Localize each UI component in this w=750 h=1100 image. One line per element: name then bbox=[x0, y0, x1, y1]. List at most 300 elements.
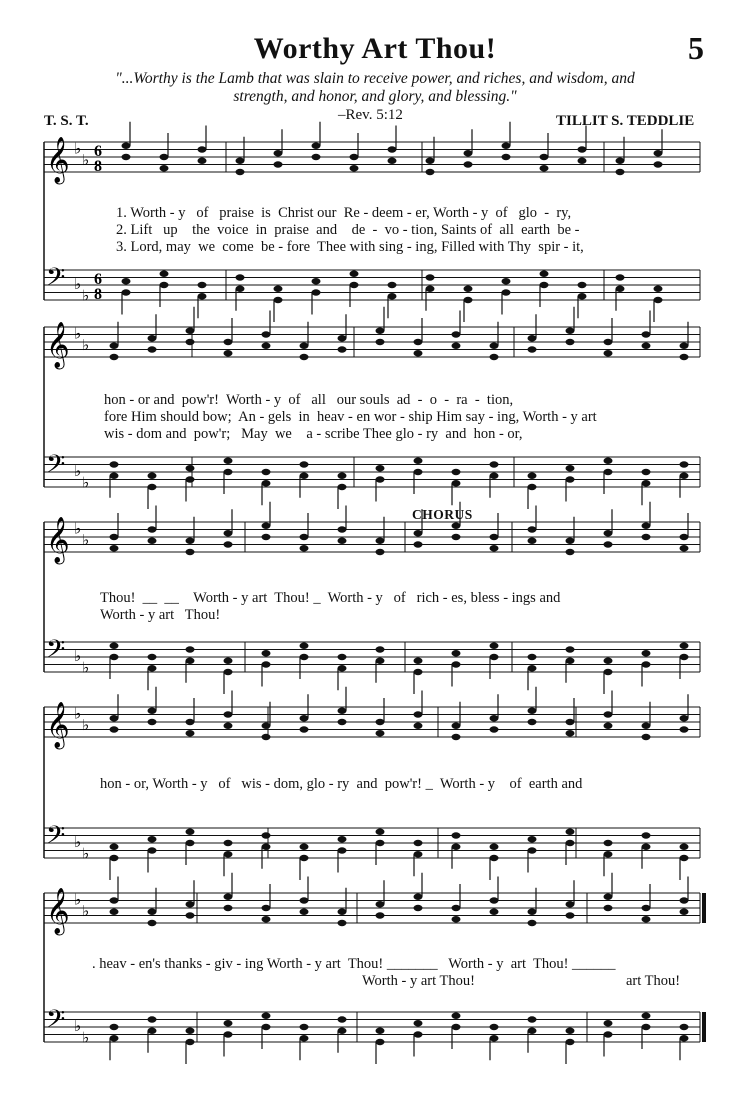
notehead bbox=[262, 723, 271, 729]
notehead bbox=[414, 1020, 423, 1026]
notehead bbox=[680, 473, 689, 479]
notehead bbox=[338, 1016, 347, 1022]
notehead bbox=[502, 154, 511, 160]
notehead bbox=[414, 711, 423, 717]
notehead bbox=[110, 1035, 119, 1041]
treble-clef-icon: 𝄞 bbox=[46, 517, 70, 563]
notehead bbox=[236, 286, 245, 292]
notehead bbox=[452, 905, 461, 911]
notehead bbox=[642, 723, 651, 729]
lyric-system2-verse2: fore Him should bow; An - gels in heav - en wor - ship Him say - ing, Worth - y art bbox=[104, 409, 597, 425]
notehead bbox=[566, 829, 575, 835]
notehead bbox=[604, 894, 613, 900]
flat-icon: ♭ bbox=[74, 275, 82, 293]
notehead bbox=[224, 905, 233, 911]
bass-clef-icon: 𝄢 bbox=[46, 635, 66, 670]
notehead bbox=[414, 905, 423, 911]
notehead bbox=[604, 840, 613, 846]
notehead bbox=[148, 665, 157, 671]
notehead bbox=[224, 530, 233, 536]
notehead bbox=[186, 465, 195, 471]
notehead bbox=[224, 711, 233, 717]
notehead bbox=[388, 146, 397, 152]
notehead bbox=[452, 734, 461, 740]
notehead bbox=[578, 282, 587, 288]
bass-clef-icon: 𝄢 bbox=[46, 821, 66, 856]
notehead bbox=[680, 654, 689, 660]
flat-icon: ♭ bbox=[74, 1017, 82, 1035]
notehead bbox=[262, 480, 271, 486]
notehead bbox=[262, 916, 271, 922]
notehead bbox=[680, 726, 689, 732]
notehead bbox=[262, 343, 271, 349]
notehead bbox=[262, 661, 271, 667]
notehead bbox=[528, 665, 537, 671]
notehead bbox=[300, 643, 309, 649]
notehead bbox=[376, 840, 385, 846]
flat-icon: ♭ bbox=[74, 647, 82, 665]
notehead bbox=[452, 343, 461, 349]
notehead bbox=[110, 545, 119, 551]
notehead bbox=[376, 1039, 385, 1045]
notehead bbox=[680, 354, 689, 360]
lyric-system2-verse3: wis - dom and pow'r; May we a - scribe Thee glo - ry and hon - or, bbox=[104, 426, 523, 442]
notehead bbox=[490, 1024, 499, 1030]
notehead bbox=[604, 905, 613, 911]
notehead bbox=[110, 473, 119, 479]
notehead bbox=[414, 1031, 423, 1037]
notehead bbox=[262, 844, 271, 850]
notehead bbox=[148, 836, 157, 842]
notehead bbox=[148, 1016, 157, 1022]
notehead bbox=[528, 1028, 537, 1034]
notehead bbox=[566, 646, 575, 652]
notehead bbox=[642, 916, 651, 922]
notehead bbox=[224, 1020, 233, 1026]
notehead bbox=[338, 526, 347, 532]
notehead bbox=[338, 484, 347, 490]
notehead bbox=[300, 354, 309, 360]
notehead bbox=[300, 1035, 309, 1041]
notehead bbox=[224, 851, 233, 857]
notehead bbox=[616, 158, 625, 164]
notehead bbox=[566, 912, 575, 918]
epigraph-line-2: strength, and honor, and glory, and blessing." bbox=[233, 88, 517, 105]
notehead bbox=[490, 897, 499, 903]
notehead bbox=[376, 829, 385, 835]
bass-clef-icon: 𝄢 bbox=[46, 1005, 66, 1040]
scripture-reference: –Rev. 5:12 bbox=[338, 107, 403, 123]
flat-icon: ♭ bbox=[74, 704, 82, 723]
notehead bbox=[464, 150, 473, 156]
time-signature-bottom: 8 bbox=[94, 286, 102, 303]
tune-name: T. S. T. bbox=[44, 113, 89, 129]
notehead bbox=[414, 840, 423, 846]
notehead bbox=[122, 154, 131, 160]
notehead bbox=[642, 832, 651, 838]
notehead bbox=[300, 1024, 309, 1030]
notehead bbox=[680, 534, 689, 540]
notehead bbox=[338, 847, 347, 853]
notehead bbox=[642, 523, 651, 529]
flat-icon: ♭ bbox=[74, 139, 82, 158]
notehead bbox=[604, 658, 613, 664]
flat-icon: ♭ bbox=[82, 150, 90, 169]
notehead bbox=[490, 715, 499, 721]
notehead bbox=[300, 855, 309, 861]
notehead bbox=[464, 161, 473, 167]
notehead bbox=[654, 297, 663, 303]
notehead bbox=[414, 541, 423, 547]
flat-icon: ♭ bbox=[82, 473, 90, 492]
notehead bbox=[198, 146, 207, 152]
notehead bbox=[540, 165, 549, 171]
notehead bbox=[540, 271, 549, 277]
notehead bbox=[528, 1016, 537, 1022]
lyric-system5-line3: art Thou! bbox=[626, 973, 681, 989]
notehead bbox=[680, 897, 689, 903]
notehead bbox=[604, 350, 613, 356]
notehead bbox=[490, 473, 499, 479]
notehead bbox=[578, 293, 587, 299]
notehead bbox=[148, 719, 157, 725]
notehead bbox=[350, 154, 359, 160]
notehead bbox=[452, 650, 461, 656]
notehead bbox=[490, 643, 499, 649]
notehead bbox=[616, 286, 625, 292]
notehead bbox=[642, 734, 651, 740]
flat-icon: ♭ bbox=[82, 286, 90, 305]
notehead bbox=[338, 909, 347, 915]
flat-icon: ♭ bbox=[74, 519, 82, 538]
composer-credit: TILLIT S. TEDDLIE bbox=[556, 113, 695, 129]
notehead bbox=[654, 161, 663, 167]
notehead bbox=[616, 169, 625, 175]
notehead bbox=[528, 836, 537, 842]
notehead bbox=[426, 158, 435, 164]
notehead bbox=[426, 169, 435, 175]
notehead bbox=[262, 469, 271, 475]
notehead bbox=[464, 286, 473, 292]
notehead bbox=[148, 708, 157, 714]
notehead bbox=[680, 909, 689, 915]
flat-icon: ♭ bbox=[82, 658, 90, 677]
notehead bbox=[566, 549, 575, 555]
notehead bbox=[642, 661, 651, 667]
notehead bbox=[502, 289, 511, 295]
notehead bbox=[566, 1039, 575, 1045]
time-signature-bottom: 8 bbox=[94, 158, 102, 175]
notehead bbox=[452, 832, 461, 838]
notehead bbox=[452, 523, 461, 529]
notehead bbox=[148, 654, 157, 660]
notehead bbox=[110, 461, 119, 467]
notehead bbox=[148, 538, 157, 544]
notehead bbox=[464, 297, 473, 303]
notehead bbox=[452, 480, 461, 486]
notehead bbox=[160, 154, 169, 160]
notehead bbox=[578, 146, 587, 152]
notehead bbox=[160, 271, 169, 277]
notehead bbox=[236, 158, 245, 164]
bass-clef-icon: 𝄢 bbox=[46, 263, 66, 298]
notehead bbox=[186, 646, 195, 652]
notehead bbox=[490, 909, 499, 915]
notehead bbox=[300, 461, 309, 467]
notehead bbox=[604, 1020, 613, 1026]
notehead bbox=[642, 469, 651, 475]
notehead bbox=[148, 1028, 157, 1034]
notehead bbox=[110, 654, 119, 660]
notehead bbox=[312, 289, 321, 295]
notehead bbox=[414, 530, 423, 536]
notehead bbox=[528, 526, 537, 532]
notehead bbox=[642, 905, 651, 911]
notehead bbox=[414, 458, 423, 464]
notehead bbox=[300, 897, 309, 903]
notehead bbox=[262, 832, 271, 838]
notehead bbox=[490, 354, 499, 360]
notehead bbox=[122, 143, 131, 149]
notehead bbox=[338, 538, 347, 544]
notehead bbox=[680, 461, 689, 467]
notehead bbox=[604, 723, 613, 729]
notehead bbox=[528, 847, 537, 853]
notehead bbox=[642, 844, 651, 850]
notehead bbox=[452, 469, 461, 475]
notehead bbox=[566, 465, 575, 471]
notehead bbox=[224, 894, 233, 900]
notehead bbox=[110, 726, 119, 732]
notehead bbox=[376, 901, 385, 907]
notehead bbox=[654, 150, 663, 156]
notehead bbox=[388, 282, 397, 288]
notehead bbox=[566, 476, 575, 482]
lyric-system1-verse3: 3. Lord, may we come be - fore Thee with sing - ing, Filled with Thy spir - it, bbox=[116, 239, 584, 255]
notehead bbox=[160, 282, 169, 288]
notehead bbox=[186, 328, 195, 334]
notehead bbox=[604, 469, 613, 475]
notehead bbox=[300, 545, 309, 551]
notehead bbox=[236, 169, 245, 175]
notehead bbox=[110, 1024, 119, 1030]
notehead bbox=[350, 165, 359, 171]
notehead bbox=[680, 343, 689, 349]
notehead bbox=[198, 282, 207, 288]
flat-icon: ♭ bbox=[82, 530, 90, 549]
notehead bbox=[186, 658, 195, 664]
notehead bbox=[186, 719, 195, 725]
treble-clef-icon: 𝄞 bbox=[46, 888, 70, 934]
notehead bbox=[338, 654, 347, 660]
notehead bbox=[528, 708, 537, 714]
notehead bbox=[566, 658, 575, 664]
notehead bbox=[224, 1031, 233, 1037]
notehead bbox=[654, 286, 663, 292]
notehead bbox=[604, 339, 613, 345]
notehead bbox=[414, 851, 423, 857]
notehead bbox=[452, 844, 461, 850]
notehead bbox=[490, 855, 499, 861]
notehead bbox=[224, 669, 233, 675]
notehead bbox=[376, 646, 385, 652]
notehead bbox=[566, 901, 575, 907]
notehead bbox=[262, 331, 271, 337]
notehead bbox=[312, 278, 321, 284]
notehead bbox=[414, 350, 423, 356]
notehead bbox=[198, 293, 207, 299]
notehead bbox=[186, 829, 195, 835]
notehead bbox=[224, 658, 233, 664]
bass-clef-icon: 𝄢 bbox=[46, 450, 66, 485]
flat-icon: ♭ bbox=[82, 335, 90, 354]
notehead bbox=[148, 909, 157, 915]
notehead bbox=[300, 726, 309, 732]
notehead bbox=[414, 669, 423, 675]
notehead bbox=[642, 1013, 651, 1019]
notehead bbox=[186, 1039, 195, 1045]
notehead bbox=[680, 643, 689, 649]
notehead bbox=[604, 711, 613, 717]
notehead bbox=[262, 523, 271, 529]
notehead bbox=[680, 545, 689, 551]
notehead bbox=[148, 484, 157, 490]
notehead bbox=[236, 274, 245, 280]
notehead bbox=[224, 723, 233, 729]
notehead bbox=[680, 715, 689, 721]
notehead bbox=[452, 1013, 461, 1019]
notehead bbox=[300, 534, 309, 540]
flat-icon: ♭ bbox=[82, 715, 90, 734]
notehead bbox=[642, 343, 651, 349]
notehead bbox=[110, 715, 119, 721]
notehead bbox=[186, 730, 195, 736]
notehead bbox=[376, 339, 385, 345]
notehead bbox=[414, 469, 423, 475]
notehead bbox=[312, 154, 321, 160]
notehead bbox=[338, 920, 347, 926]
notehead bbox=[452, 1024, 461, 1030]
notehead bbox=[490, 844, 499, 850]
notehead bbox=[680, 1024, 689, 1030]
notehead bbox=[148, 526, 157, 532]
notehead bbox=[376, 549, 385, 555]
notehead bbox=[338, 708, 347, 714]
notehead bbox=[148, 847, 157, 853]
notehead bbox=[300, 844, 309, 850]
notehead bbox=[452, 661, 461, 667]
treble-clef-icon: 𝄞 bbox=[46, 322, 70, 368]
notehead bbox=[338, 836, 347, 842]
notehead bbox=[528, 346, 537, 352]
notehead bbox=[376, 912, 385, 918]
lyric-system4-line1: hon - or, Worth - y of wis - dom, glo - ry and pow'r! _ Worth - y of earth and bbox=[100, 776, 583, 792]
notehead bbox=[148, 335, 157, 341]
time-signature-top: 6 bbox=[94, 271, 102, 288]
notehead bbox=[566, 719, 575, 725]
notehead bbox=[376, 538, 385, 544]
notehead bbox=[528, 654, 537, 660]
notehead bbox=[338, 346, 347, 352]
notehead bbox=[642, 480, 651, 486]
notehead bbox=[528, 335, 537, 341]
notehead bbox=[604, 1031, 613, 1037]
notehead bbox=[680, 855, 689, 861]
notehead bbox=[566, 730, 575, 736]
lyric-system5-line2: Worth - y art Thou! bbox=[362, 973, 475, 989]
notehead bbox=[274, 161, 283, 167]
notehead bbox=[300, 909, 309, 915]
notehead bbox=[376, 719, 385, 725]
flat-icon: ♭ bbox=[74, 324, 82, 343]
page-number: 5 bbox=[688, 30, 704, 66]
notehead bbox=[350, 282, 359, 288]
notehead bbox=[642, 1024, 651, 1030]
notehead bbox=[376, 730, 385, 736]
notehead bbox=[186, 538, 195, 544]
flat-icon: ♭ bbox=[82, 844, 90, 863]
notehead bbox=[224, 469, 233, 475]
lyric-system1-verse1: 1. Worth - y of praise is Christ our Re - deem - er, Worth - y of glo - ry, bbox=[116, 205, 572, 221]
notehead bbox=[110, 844, 119, 850]
notehead bbox=[110, 643, 119, 649]
notehead bbox=[148, 346, 157, 352]
notehead bbox=[338, 473, 347, 479]
notehead bbox=[186, 1028, 195, 1034]
notehead bbox=[300, 715, 309, 721]
treble-clef-icon: 𝄞 bbox=[46, 702, 70, 748]
notehead bbox=[110, 909, 119, 915]
notehead bbox=[642, 331, 651, 337]
notehead bbox=[122, 278, 131, 284]
notehead bbox=[540, 282, 549, 288]
notehead bbox=[186, 912, 195, 918]
notehead bbox=[274, 286, 283, 292]
notehead bbox=[604, 851, 613, 857]
notehead bbox=[262, 905, 271, 911]
notehead bbox=[388, 293, 397, 299]
flat-icon: ♭ bbox=[82, 901, 90, 920]
notehead bbox=[376, 658, 385, 664]
notehead bbox=[502, 143, 511, 149]
lyric-system5-line1: . heav - en's thanks - giv - ing Worth - y art Thou! _______ Worth - y art Thou! ______ bbox=[92, 956, 616, 972]
notehead bbox=[426, 286, 435, 292]
notehead bbox=[376, 1028, 385, 1034]
notehead bbox=[110, 855, 119, 861]
notehead bbox=[148, 473, 157, 479]
notehead bbox=[338, 335, 347, 341]
flat-icon: ♭ bbox=[82, 1028, 90, 1047]
notehead bbox=[224, 458, 233, 464]
notehead bbox=[452, 331, 461, 337]
notehead bbox=[452, 916, 461, 922]
notehead bbox=[680, 844, 689, 850]
notehead bbox=[604, 669, 613, 675]
page-title: Worthy Art Thou! bbox=[253, 32, 497, 65]
notehead bbox=[186, 840, 195, 846]
notehead bbox=[274, 297, 283, 303]
notehead bbox=[414, 894, 423, 900]
notehead bbox=[452, 534, 461, 540]
notehead bbox=[186, 476, 195, 482]
notehead bbox=[300, 343, 309, 349]
notehead bbox=[566, 328, 575, 334]
notehead bbox=[604, 530, 613, 536]
notehead bbox=[122, 289, 131, 295]
lyric-system2-verse1: hon - or and pow'r! Worth - y of all our souls ad - o - ra - tion, bbox=[104, 392, 514, 408]
notehead bbox=[414, 339, 423, 345]
notehead bbox=[338, 1028, 347, 1034]
